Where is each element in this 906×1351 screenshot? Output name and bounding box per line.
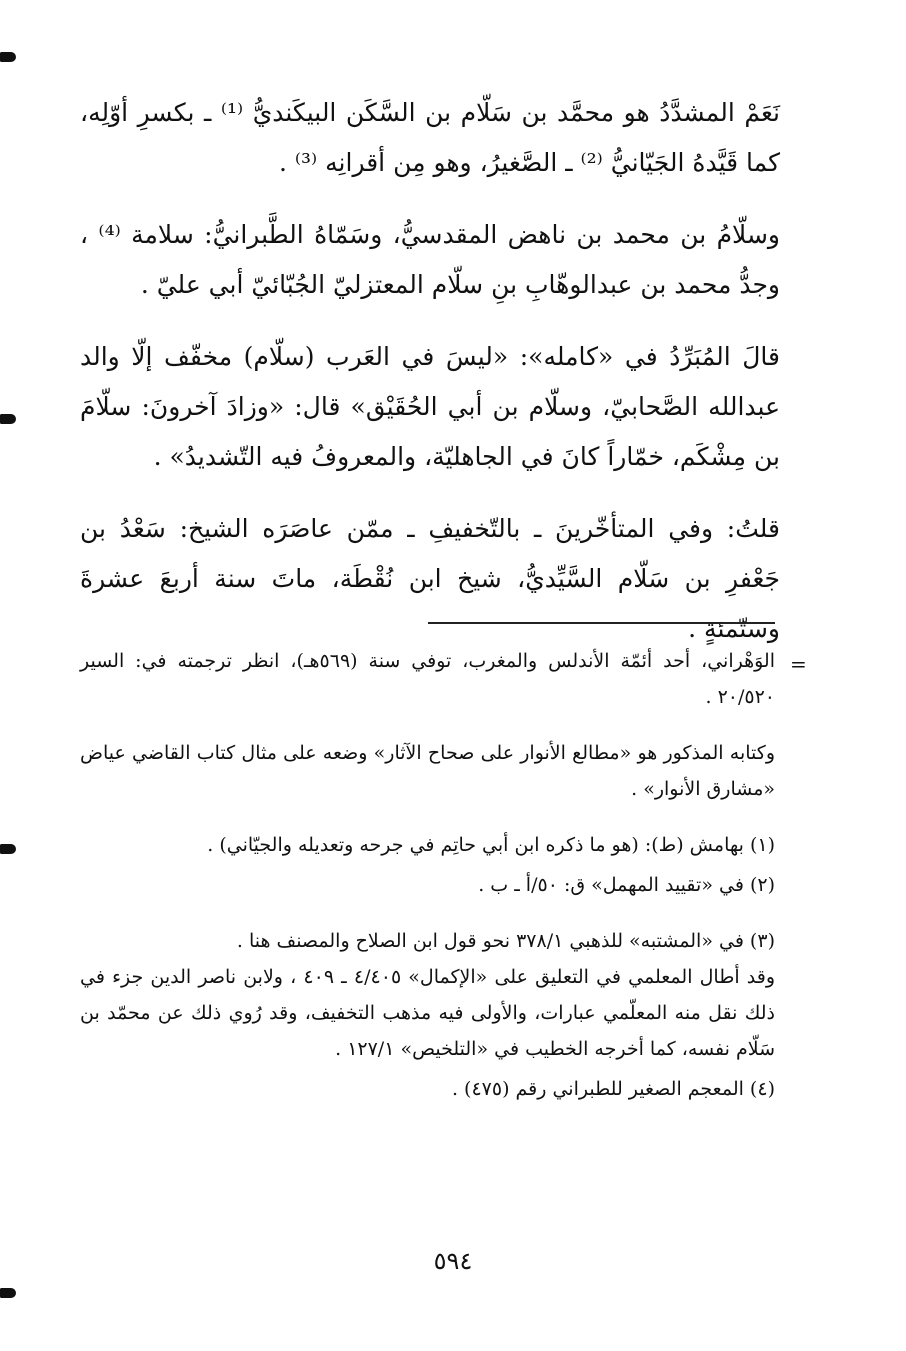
continuation-mark: = — [790, 652, 807, 676]
binding-mark — [0, 844, 16, 854]
binding-mark — [0, 52, 16, 62]
footnote-4: (٤) المعجم الصغير للطبراني رقم (٤٧٥) . — [451, 1078, 775, 1100]
paragraph-4: قلتُ: وفي المتأخّرينَ ـ بالتّخفيفِ ـ ممّن عاصَرَه الشيخ: سَعْدُ بن جَعْفرِ بن سَلّام السَّيِّديُّ، شيخ ابن نُقْطَة، ماتَ سنة أربعَ عشرةَ وستّمئةٍ . — [80, 514, 780, 643]
binding-mark — [0, 414, 16, 424]
footnote-3-line-2: وقد أطال المعلمي في التعليق على «الإكمال» ٤/٤٠٥ ـ ٤٠٩ ، ولابن ناصر الدين جزء في ذلك نقل منه المعلّمي عبارات، والأولى فيه مذهب التخفيف، وقد رُوي ذلك عن محمّد بن سَلّام نفسه، كما أخرجه الخطيب في «التلخيص» ١٢٧/١ . — [80, 966, 776, 1060]
footnote-3-line-1: (٣) في «المشتبه» للذهبي ٣٧٨/١ نحو قول ابن الصلاح والمصنف هنا . — [236, 930, 775, 952]
paragraph-2: وسلّامُ بن محمد بن ناهض المقدسيُّ، وسَمّاهُ الطَّبرانيُّ: سلامة ⁽⁴⁾ ، وجدُّ محمد بن عبدالوهّابِ بنِ سلّام المعتزليّ الجُبّائيّ أبي عليّ . — [80, 220, 780, 299]
footnote-divider — [428, 622, 775, 624]
footnote-1: (١) بهامش (ط): (هو ما ذكره ابن أبي حاتِم في جرحه وتعديله والجيّاني) . — [207, 834, 775, 856]
main-text — [80, 88, 780, 676]
binding-mark — [0, 1288, 16, 1298]
footnote-continued-1: الوَهْراني، أحد أئمّة الأندلس والمغرب، توفي سنة (٥٦٩هـ)، انظر ترجمته في: السير ٢٠/٥٢٠ . — [80, 650, 775, 708]
footnote-2: (٢) في «تقييد المهمل» ق: ٥٠/أ ـ ب . — [478, 874, 775, 896]
footnotes — [80, 643, 775, 1127]
page-number: ٥٩٤ — [433, 1247, 473, 1275]
paragraph-1: نَعَمْ المشدَّدُ هو محمَّد بن سَلّام بن السَّكَن البيكَنديُّ ⁽¹⁾ ـ بكسرِ أوّلِه، كما قَيَّدهُ الجَيّانيُّ ⁽²⁾ ـ الصَّغيرُ، وهو مِن أقرانِه ⁽³⁾ . — [80, 98, 780, 177]
paragraph-3: قالَ المُبَرِّدُ في «كامله»: «ليسَ في العَرب (سلّام) مخفّف إلّا والد عبدالله الصَّحابيّ، وسلّام بن أبي الحُقَيْق» قال: «وزادَ آخرونَ: سلّامَ بن مِشْكَم، خمّاراً كانَ في الجاهليّة، والمعروفُ فيه التّشديدُ» . — [80, 342, 780, 471]
footnote-continued-2: وكتابه المذكور هو «مطالع الأنوار على صحاح الآثار» وضعه على مثال كتاب القاضي عياض «مشارق الأنوار» . — [80, 742, 775, 800]
footnote-3 — [80, 923, 775, 1067]
